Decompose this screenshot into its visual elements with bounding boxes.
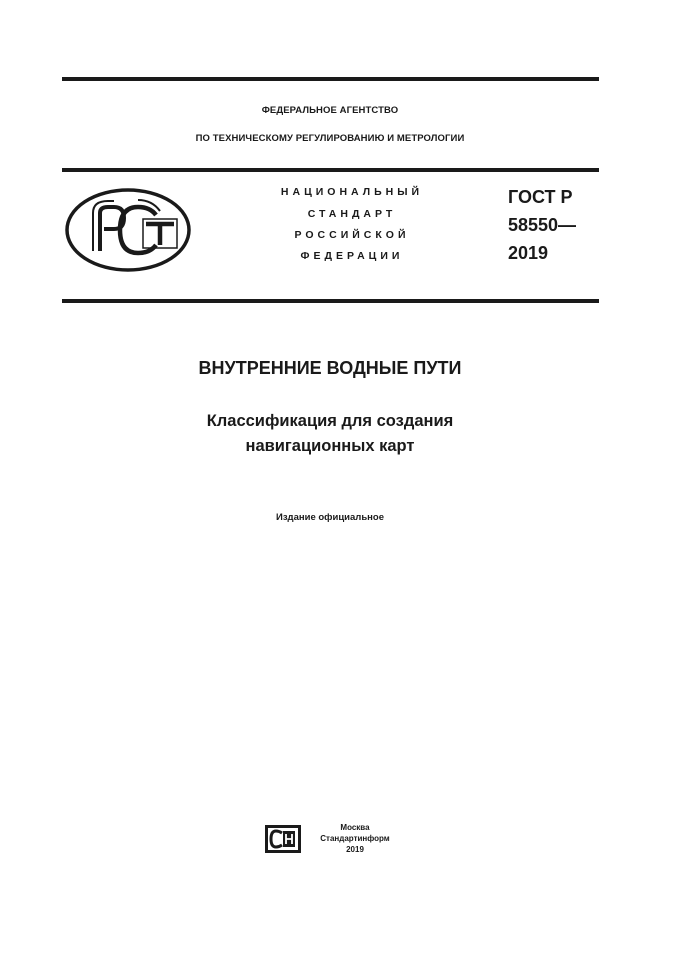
standard-designation-number: 58550— [508,215,577,235]
agency-name-line2: ПО ТЕХНИЧЕСКОМУ РЕГУЛИРОВАНИЮ И МЕТРОЛОГИИ [195,133,465,144]
standard-type-line3: РОССИЙСКОЙ [294,229,410,241]
publisher-city: Москва [340,823,370,832]
document-title: ВНУТРЕННИЕ ВОДНЫЕ ПУТИ [198,358,462,378]
standard-type-line4: ФЕДЕРАЦИИ [300,250,404,262]
document-subtitle-line2: навигационных карт [245,437,415,455]
publisher-name: Стандартинформ [320,834,390,843]
standard-designation-prefix: ГОСТ Р [508,187,573,207]
top-rule [62,77,599,81]
standard-type-line1: НАЦИОНАЛЬНЫЙ [280,186,424,198]
standartinform-logo-icon [265,825,301,853]
publisher-year: 2019 [346,845,364,854]
edition-label: Издание официальное [276,512,384,523]
agency-name-line1: ФЕДЕРАЛЬНОЕ АГЕНТСТВО [261,105,399,116]
rst-certification-mark-icon [64,187,192,273]
standard-designation-year: 2019 [508,243,549,263]
header-bottom-rule [62,299,599,303]
standard-type-line2: СТАНДАРТ [307,208,397,220]
header-divider [62,168,599,172]
document-subtitle-line1: Классификация для создания [206,412,454,430]
